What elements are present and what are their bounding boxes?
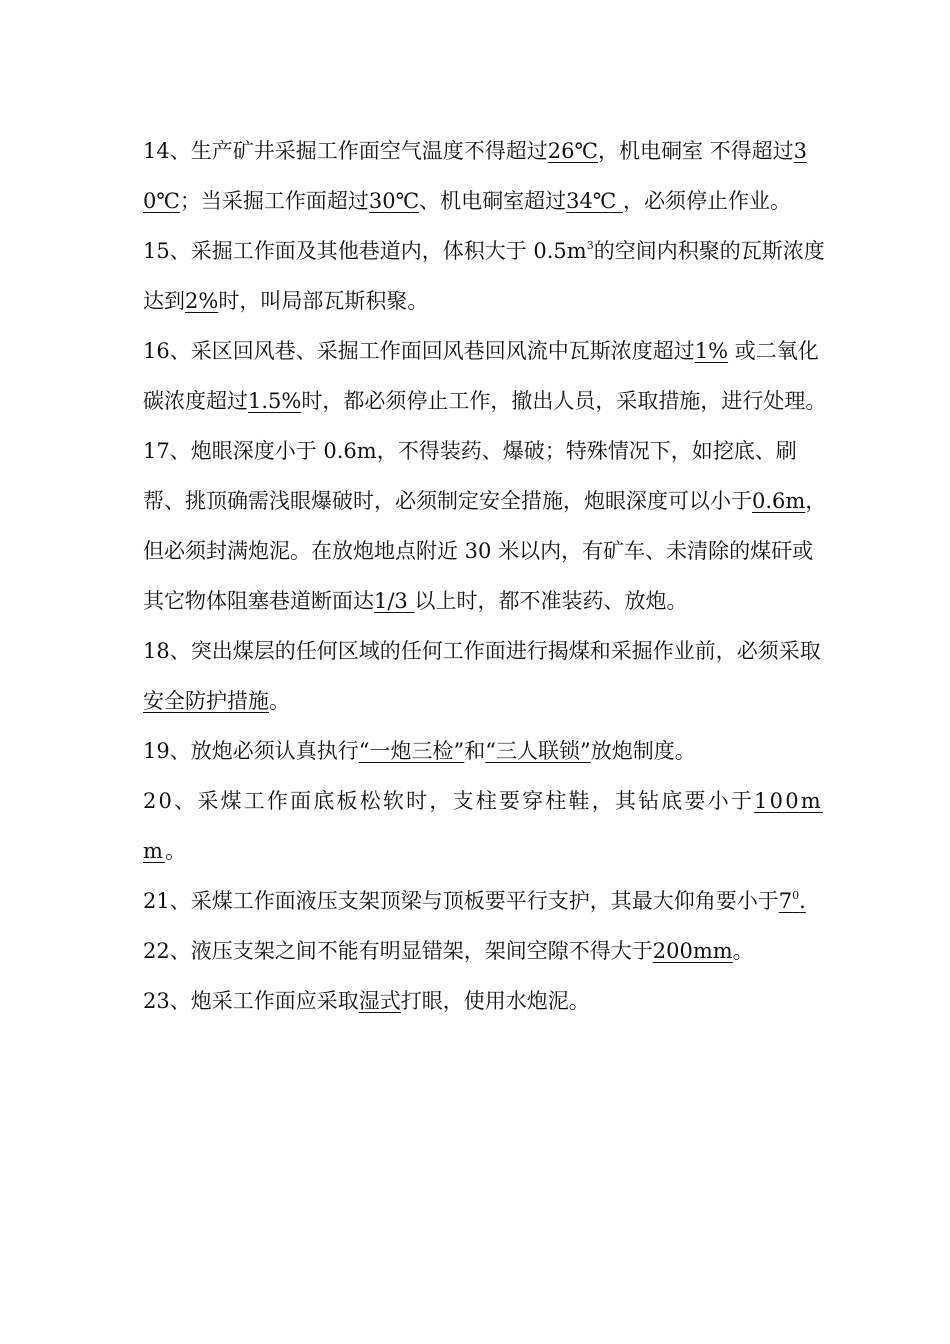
answer: 安全防护措施 (143, 689, 269, 713)
text: 23、炮采工作面应采取 (143, 989, 359, 1013)
question-22 (143, 926, 833, 976)
question-19 (143, 726, 833, 776)
text: 19、放炮必须认真执行 (143, 739, 359, 763)
answer-value: 7 (778, 889, 793, 913)
answer: 26℃ (547, 139, 598, 163)
text: 16、采区回风巷、采掘工作面回风巷回风流中瓦斯浓度超过 (143, 339, 695, 363)
text: 打眼，使用水炮泥。 (400, 989, 590, 1013)
text: 17、炮眼深度小于 0.6m，不得装药、爆破；特殊情况下，如挖底、刷帮、挑顶确需浅眼爆破时，必须制定安全措施，炮眼深度可以小于 (143, 439, 797, 513)
answer: 2% (185, 289, 219, 313)
text: 或二氧化碳浓度超过 (143, 339, 819, 413)
text: 和 (464, 739, 486, 763)
text: 。 (269, 689, 290, 713)
superscript: 3 (586, 239, 594, 252)
answer: 湿式 (358, 989, 401, 1013)
answer: 1% (694, 339, 729, 363)
question-15 (143, 226, 833, 326)
text: 21、采煤工作面液压支架顶梁与顶板要平行支护，其最大仰角要小于 (143, 889, 779, 913)
answer-suffix: . (799, 889, 806, 913)
question-20 (143, 776, 833, 876)
answer: 30℃ (368, 189, 420, 213)
question-18 (143, 626, 833, 726)
question-17 (143, 426, 833, 626)
text: ；当采掘工作面超过 (179, 189, 369, 213)
text: 时，叫局部瓦斯积聚。 (218, 289, 429, 313)
question-23 (143, 976, 833, 1026)
text: 放炮制度。 (590, 739, 696, 763)
question-14 (143, 126, 833, 226)
text: 15、采掘工作面及其他巷道内，体积大于 0.5m (143, 239, 587, 263)
text: ，机电硐室 不得超过 (597, 139, 794, 163)
answer: 30℃ (143, 139, 808, 213)
answer (779, 889, 806, 913)
answer: 34℃ (566, 189, 623, 213)
answer: 200mm (652, 939, 733, 963)
text: 。 (165, 839, 189, 863)
question-list (143, 126, 833, 1026)
text: 、机电硐室超过 (419, 189, 567, 213)
text: ，但必须封满炮泥。在放炮地点附近 30 米以内，有矿车、未清除的煤矸或其它物体阻塞巷道断面达 (143, 489, 827, 613)
text: 22、液压支架之间不能有明显错架，架间空隙不得大于 (143, 939, 653, 963)
text: 。 (732, 939, 754, 963)
text: 18、突出煤层的任何区域的任何工作面进行揭煤和采掘作业前，必须采取 (143, 639, 821, 663)
answer: 100mm (143, 789, 823, 863)
question-16 (143, 326, 833, 426)
superscript: 0 (792, 889, 800, 902)
answer: 1.5% (248, 389, 302, 413)
answer: 0.6m (752, 489, 806, 513)
question-21 (143, 876, 833, 926)
text: ，必须停止作业。 (622, 189, 791, 213)
answer: “三人联锁” (485, 739, 591, 763)
text: 20、采煤工作面底板松软时，支柱要穿柱鞋，其钻底要小于 (143, 789, 755, 813)
text: 以上时，都不准装药、放炮。 (414, 589, 688, 613)
answer: “一炮三检” (358, 739, 465, 763)
text: 时，都必须停止工作，撤出人员，采取措施，进行处理。 (301, 389, 827, 413)
text: 的空间内积聚的瓦斯浓度达到 (143, 239, 825, 313)
text: 14、生产矿井采掘工作面空气温度不得超过 (143, 139, 548, 163)
answer: 1/3 (374, 589, 415, 613)
